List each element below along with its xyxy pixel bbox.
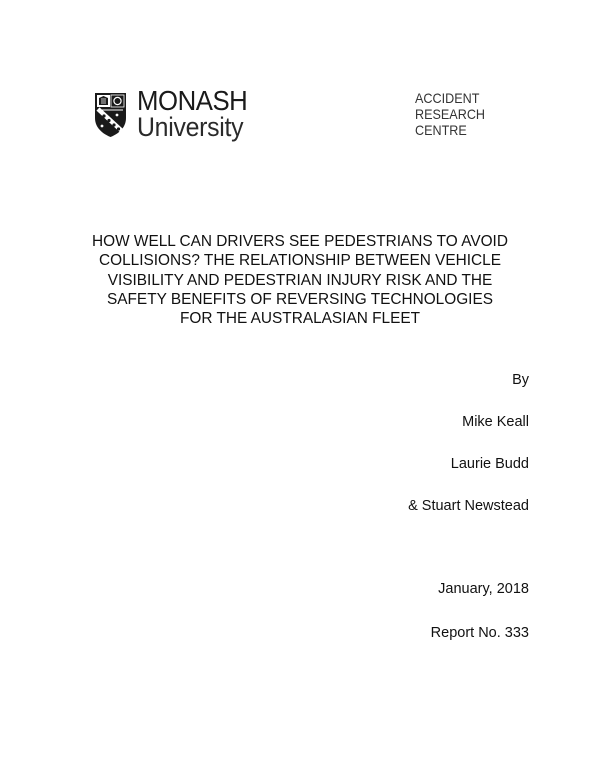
title-line: FOR THE AUSTRALASIAN FLEET <box>179 310 421 328</box>
author-name: Laurie Budd <box>450 456 529 472</box>
centre-line: RESEARCH <box>415 106 486 122</box>
title-line: SAFETY BENEFITS OF REVERSING TECHNOLOGIES <box>107 290 493 308</box>
author-name: Mike Keall <box>462 414 529 430</box>
title-line: VISIBILITY AND PEDESTRIAN INJURY RISK AND THE <box>107 271 493 289</box>
report-number: Report No. 333 <box>430 625 529 641</box>
centre-name <box>415 90 485 138</box>
logo-name: MONASH <box>137 85 248 116</box>
wordmark <box>137 85 257 142</box>
title-line: COLLISIONS? THE RELATIONSHIP BETWEEN VEHICLE <box>99 252 501 270</box>
by-label: By <box>512 372 529 388</box>
report-title <box>40 232 560 328</box>
centre-line: CENTRE <box>415 122 467 138</box>
centre-line: ACCIDENT <box>415 90 480 106</box>
monash-crest-icon <box>94 92 127 138</box>
author-name: & Stuart Newstead <box>408 498 529 514</box>
monash-logo <box>94 85 257 144</box>
report-date: January, 2018 <box>438 581 529 597</box>
title-line: HOW WELL CAN DRIVERS SEE PEDESTRIANS TO AVOID <box>92 233 508 250</box>
logo-sub: University <box>137 112 244 142</box>
